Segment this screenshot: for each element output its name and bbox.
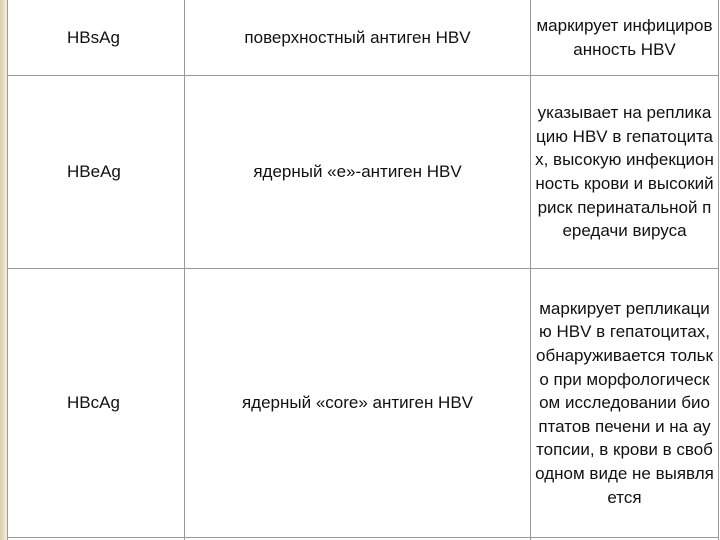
table-row-3-antigen-cell <box>8 269 184 537</box>
table-row-2-meaning-cell <box>531 76 718 268</box>
antigen-label: HBeAg <box>67 162 121 182</box>
antigen-meaning: маркирует инфицированность HBV <box>536 15 713 59</box>
antigen-name: поверхностный антиген HBV <box>244 27 471 47</box>
hbv-antigen-table <box>7 0 719 540</box>
table-row-3-name-cell <box>185 269 530 537</box>
antigen-name: ядерный «е»-антиген HBV <box>253 162 462 182</box>
table-row-1-name-cell <box>185 0 530 75</box>
antigen-label: HBsAg <box>67 27 120 47</box>
table-border-right <box>718 0 719 540</box>
table-row-2-name-cell <box>185 76 530 268</box>
antigen-meaning: маркирует репликацию HBV в гепатоцитах, обнаруживается только при морфологическом исследовании биоптатов печени и на аутопсии, в крови в свободном виде не выявляется <box>535 298 714 507</box>
row-divider-3 <box>7 537 719 538</box>
table-row-1-meaning-cell <box>531 0 718 75</box>
table-row-3-meaning-cell <box>531 269 718 537</box>
antigen-meaning: указывает на репликацию HBV в гепатоцитах, высокую инфекционность крови и высокий риск перинатальной передачи вируса <box>535 103 714 241</box>
table-row-1-antigen-cell <box>8 0 184 75</box>
antigen-label: HBcAg <box>67 393 120 413</box>
table-row-2-antigen-cell <box>8 76 184 268</box>
antigen-name: ядерный «core» антиген HBV <box>241 393 474 413</box>
